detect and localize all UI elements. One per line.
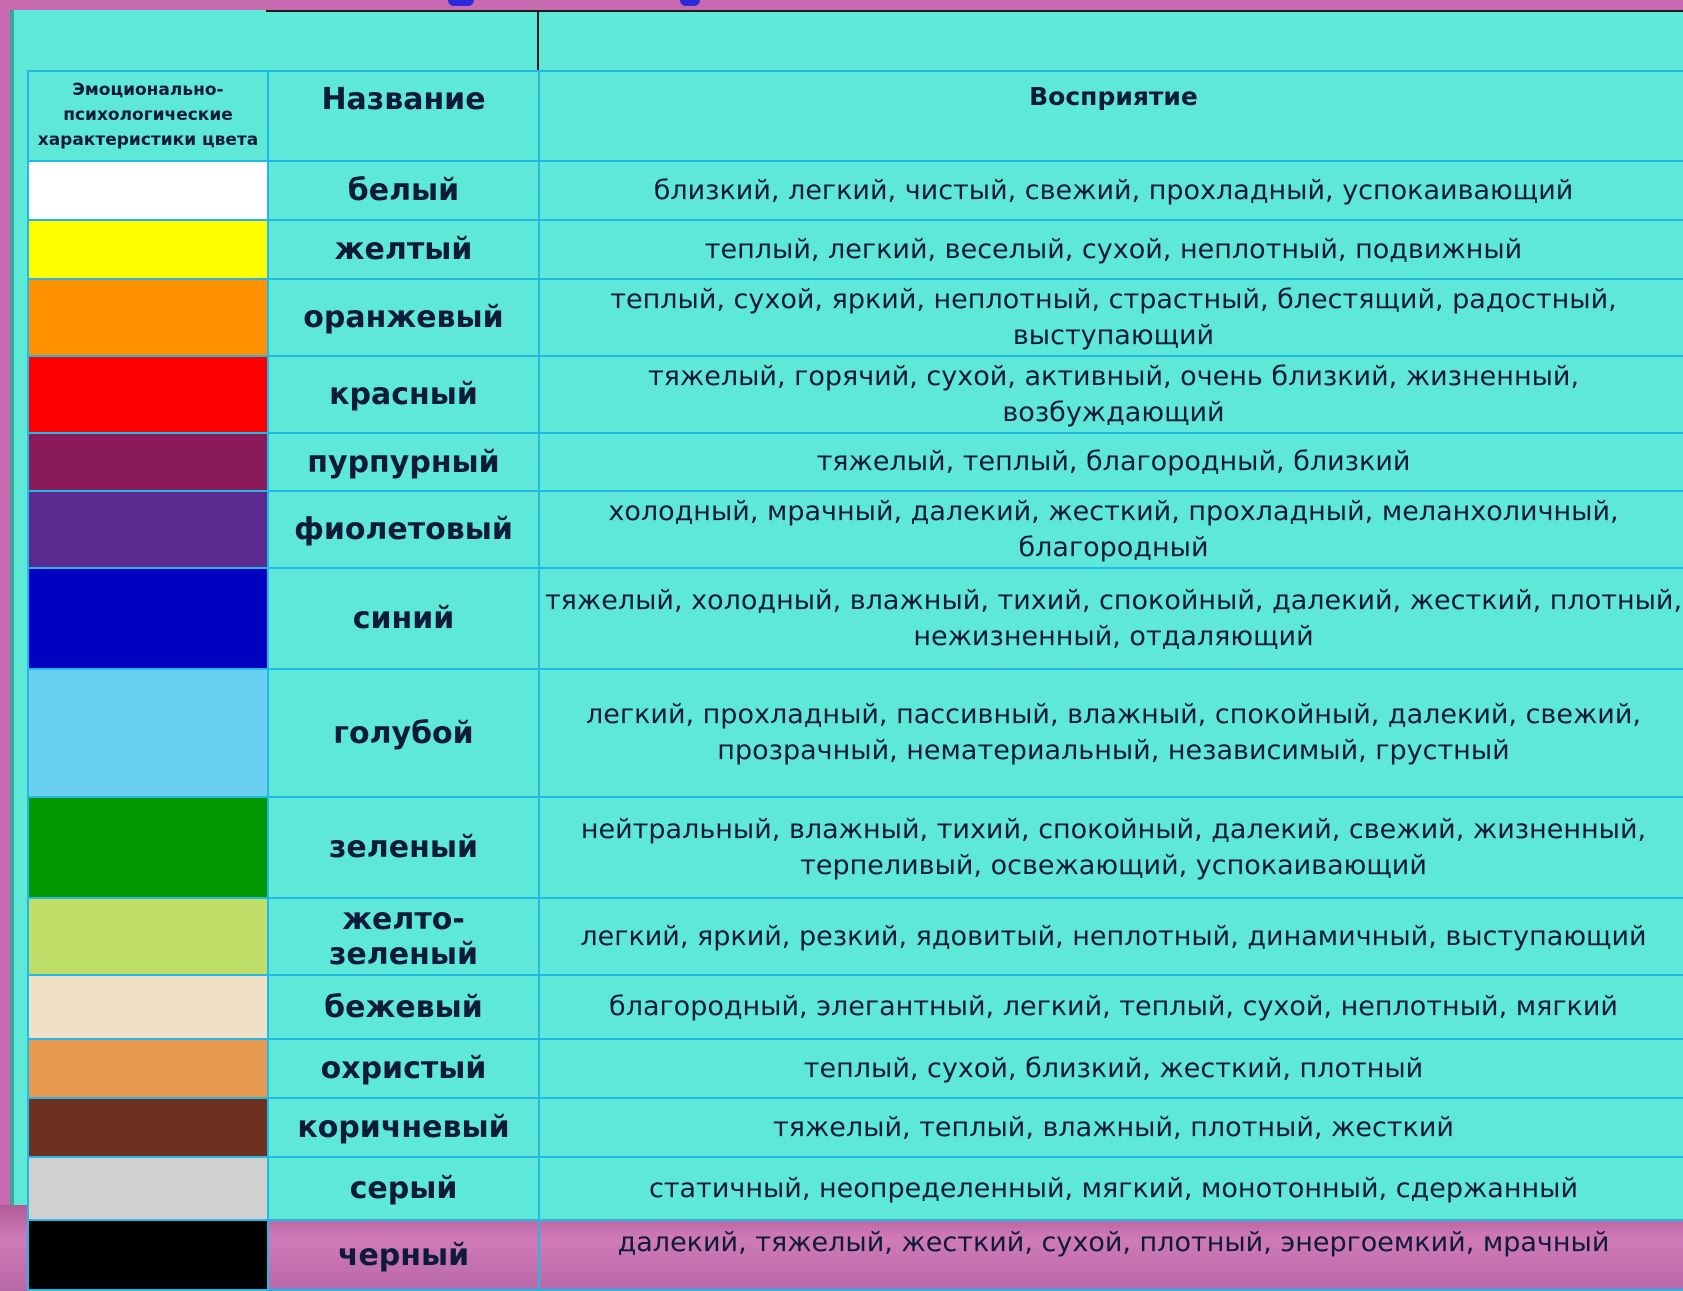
table-row bbox=[28, 356, 1683, 433]
table-row bbox=[28, 1098, 1683, 1157]
header-name: Название bbox=[268, 71, 539, 161]
color-swatch bbox=[28, 433, 268, 491]
color-perception: теплый, сухой, яркий, неплотный, страстный, блестящий, радостный, выступающий bbox=[539, 279, 1683, 356]
top-rule bbox=[266, 10, 1683, 12]
color-swatch bbox=[28, 568, 268, 669]
color-swatch bbox=[28, 797, 268, 898]
color-name: серый bbox=[268, 1157, 539, 1220]
color-swatch bbox=[28, 279, 268, 356]
color-swatch bbox=[28, 220, 268, 279]
color-perception: холодный, мрачный, далекий, жесткий, прохладный, меланхоличный, благородный bbox=[539, 491, 1683, 568]
table-row bbox=[28, 898, 1683, 975]
color-perception: теплый, сухой, близкий, жесткий, плотный bbox=[539, 1039, 1683, 1098]
color-swatch bbox=[28, 491, 268, 568]
table-row bbox=[28, 433, 1683, 491]
color-swatch bbox=[28, 975, 268, 1039]
table-row bbox=[28, 975, 1683, 1039]
table-row bbox=[28, 1157, 1683, 1220]
color-name: желто-зеленый bbox=[268, 898, 539, 975]
color-name: желтый bbox=[268, 220, 539, 279]
top-divider bbox=[537, 10, 539, 72]
color-perception: близкий, легкий, чистый, свежий, прохладный, успокаивающий bbox=[539, 161, 1683, 220]
color-swatch bbox=[28, 1039, 268, 1098]
table-row bbox=[28, 669, 1683, 797]
table-row bbox=[28, 568, 1683, 669]
header-row bbox=[28, 71, 1683, 161]
color-perception: далекий, тяжелый, жесткий, сухой, плотный, энергоемкий, мрачный bbox=[539, 1220, 1683, 1290]
color-swatch bbox=[28, 1157, 268, 1220]
table-row bbox=[28, 279, 1683, 356]
color-swatch bbox=[28, 1098, 268, 1157]
color-perception: тяжелый, теплый, влажный, плотный, жесткий bbox=[539, 1098, 1683, 1157]
color-name: белый bbox=[268, 161, 539, 220]
header-characteristics: Эмоционально-психологические характеристики цвета bbox=[28, 71, 268, 161]
table-row bbox=[28, 491, 1683, 568]
color-perception: благородный, элегантный, легкий, теплый, сухой, неплотный, мягкий bbox=[539, 975, 1683, 1039]
color-name: пурпурный bbox=[268, 433, 539, 491]
color-name: зеленый bbox=[268, 797, 539, 898]
color-name: синий bbox=[268, 568, 539, 669]
color-table bbox=[27, 70, 1683, 1291]
color-perception: легкий, яркий, резкий, ядовитый, неплотный, динамичный, выступающий bbox=[539, 898, 1683, 975]
color-swatch bbox=[28, 898, 268, 975]
table-row bbox=[28, 220, 1683, 279]
table-row bbox=[28, 161, 1683, 220]
color-perception: нейтральный, влажный, тихий, спокойный, далекий, свежий, жизненный, терпеливый, освежающий, успокаивающий bbox=[539, 797, 1683, 898]
table-row bbox=[28, 1039, 1683, 1098]
table-row bbox=[28, 1220, 1683, 1290]
color-name: черный bbox=[268, 1220, 539, 1290]
color-name: охристый bbox=[268, 1039, 539, 1098]
color-name: голубой bbox=[268, 669, 539, 797]
color-perception: легкий, прохладный, пассивный, влажный, спокойный, далекий, свежий, прозрачный, нематериальный, независимый, грустный bbox=[539, 669, 1683, 797]
color-swatch bbox=[28, 161, 268, 220]
title-fragment bbox=[680, 0, 700, 6]
color-swatch bbox=[28, 1220, 268, 1290]
color-swatch bbox=[28, 669, 268, 797]
color-name: оранжевый bbox=[268, 279, 539, 356]
title-fragment bbox=[448, 0, 474, 6]
color-name: бежевый bbox=[268, 975, 539, 1039]
color-perception: тяжелый, холодный, влажный, тихий, спокойный, далекий, жесткий, плотный, нежизненный, отдаляющий bbox=[539, 568, 1683, 669]
table-row bbox=[28, 797, 1683, 898]
color-perception: тяжелый, горячий, сухой, активный, очень близкий, жизненный, возбуждающий bbox=[539, 356, 1683, 433]
color-name: коричневый bbox=[268, 1098, 539, 1157]
color-name: фиолетовый bbox=[268, 491, 539, 568]
header-perception: Восприятие bbox=[539, 71, 1683, 161]
color-perception: тяжелый, теплый, благородный, близкий bbox=[539, 433, 1683, 491]
color-perception: теплый, легкий, веселый, сухой, неплотный, подвижный bbox=[539, 220, 1683, 279]
color-name: красный bbox=[268, 356, 539, 433]
color-perception: статичный, неопределенный, мягкий, монотонный, сдержанный bbox=[539, 1157, 1683, 1220]
color-swatch bbox=[28, 356, 268, 433]
